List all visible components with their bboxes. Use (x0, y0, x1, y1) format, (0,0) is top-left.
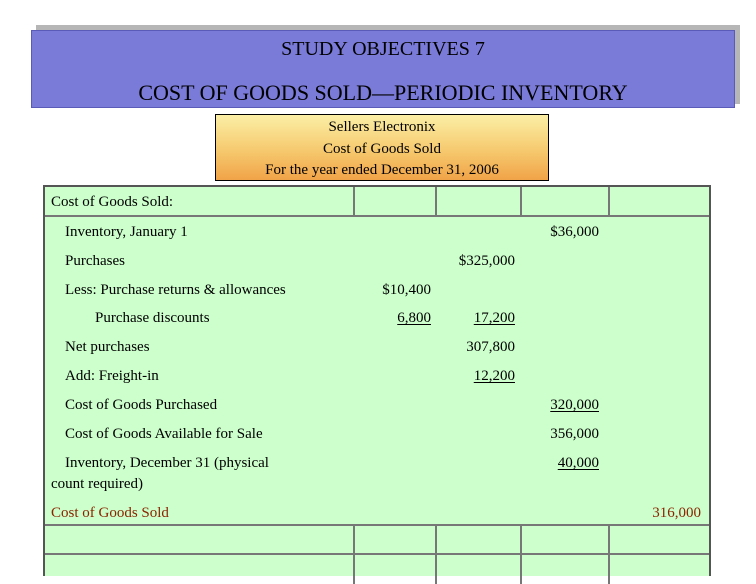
cost-of-goods-sold-value: 316,000 (652, 505, 701, 521)
banner-subtitle: COST OF GOODS SOLD—PERIODIC INVENTORY (138, 80, 628, 105)
reductions-total-value: 17,200 (473, 310, 515, 326)
title-banner (31, 30, 735, 108)
discounts-label: Purchase discounts (95, 310, 210, 326)
statement-name: Cost of Goods Sold (323, 140, 441, 157)
company-name: Sellers Electronix (328, 119, 436, 135)
freight-in-label: Add: Freight-in (65, 368, 159, 384)
grid-line (520, 524, 522, 584)
returns-label: Less: Purchase returns & allowances (65, 282, 286, 298)
goods-available-value: 356,000 (550, 426, 599, 442)
discounts-value: 6,800 (397, 310, 431, 326)
net-purchases-label: Net purchases (65, 339, 150, 355)
cogs-schedule (43, 185, 711, 576)
grid-line (520, 187, 522, 215)
freight-in-value: 12,200 (473, 368, 515, 384)
inventory-end-value: 40,000 (557, 455, 599, 471)
grid-line (435, 524, 437, 584)
returns-value: $10,400 (382, 282, 431, 298)
statement-heading (215, 114, 549, 181)
cost-of-goods-sold-label: Cost of Goods Sold (51, 505, 169, 521)
net-purchases-value: 307,800 (466, 339, 515, 355)
inventory-begin-value: $36,000 (550, 224, 599, 240)
inventory-end-label-line2: count required) (51, 476, 144, 492)
grid-line (353, 524, 355, 584)
cost-goods-purchased-value: 320,000 (550, 397, 599, 413)
schedule-header: Cost of Goods Sold: (51, 194, 174, 210)
grid-line (608, 524, 610, 584)
purchases-value: $325,000 (458, 253, 515, 269)
cost-goods-purchased-label: Cost of Goods Purchased (65, 397, 218, 413)
inventory-begin-label: Inventory, January 1 (65, 224, 188, 240)
grid-line (45, 215, 709, 217)
goods-available-label: Cost of Goods Available for Sale (65, 426, 263, 442)
grid-line (435, 187, 437, 215)
statement-period: For the year ended December 31, 2006 (265, 162, 499, 178)
purchases-label: Purchases (65, 253, 125, 269)
grid-line (608, 187, 610, 215)
banner-title: STUDY OBJECTIVES 7 (281, 38, 485, 60)
inventory-end-label-line1: Inventory, December 31 (physical (65, 455, 269, 471)
grid-line (353, 187, 355, 215)
